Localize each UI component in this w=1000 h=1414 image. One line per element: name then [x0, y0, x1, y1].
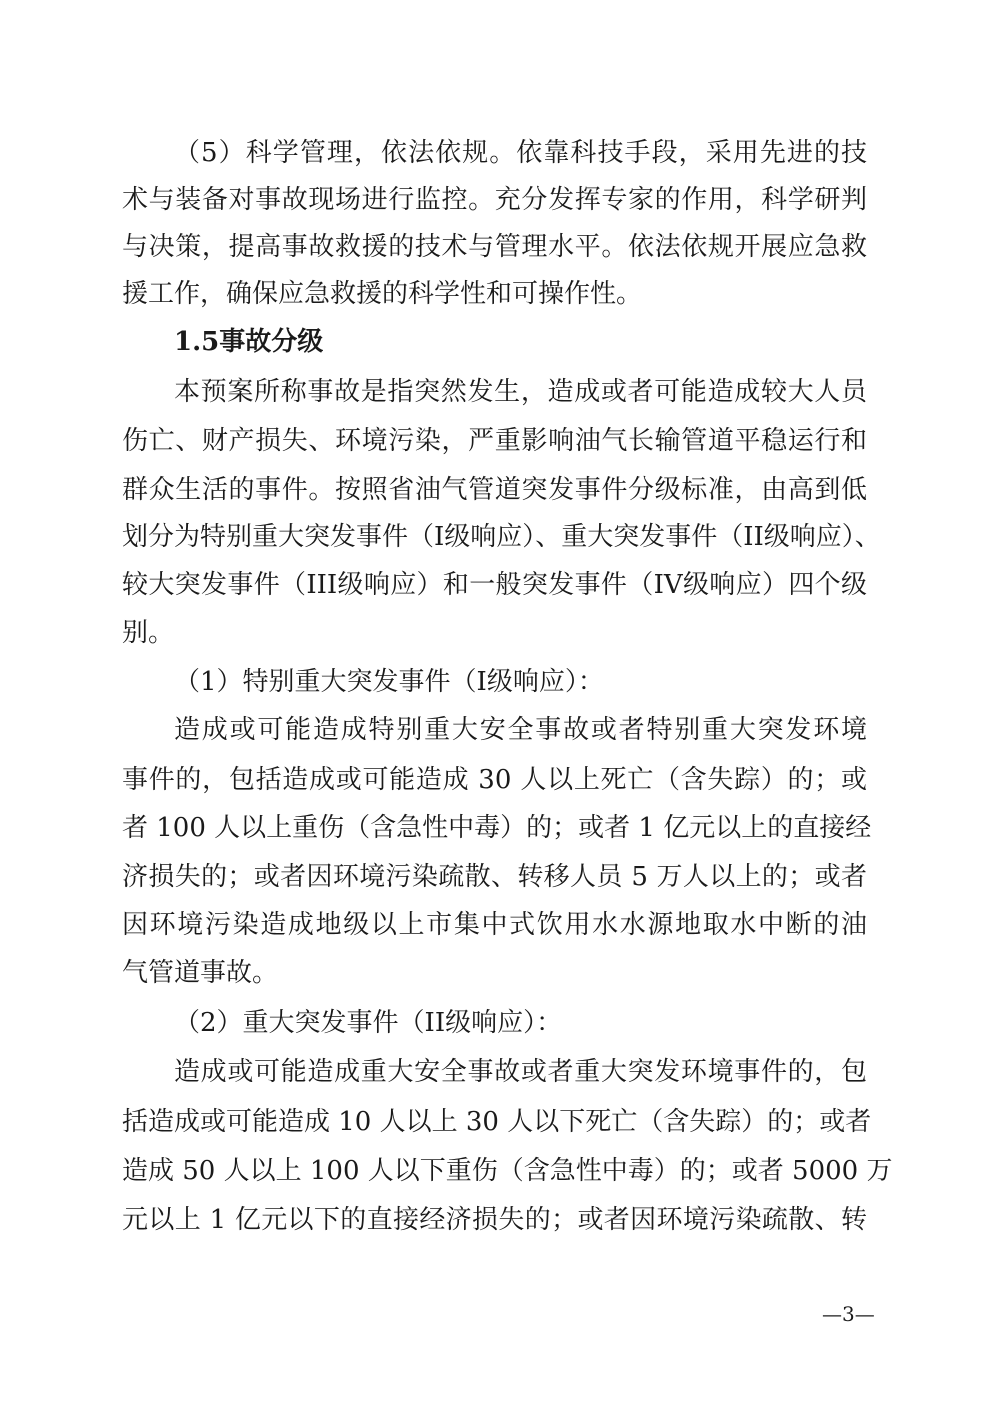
level-1-paragraph-line-3: 者 100 人以上重伤（含急性中毒）的；或者 1 亿元以上的直接经 — [122, 813, 872, 843]
intro-paragraph-line-1: 本预案所称事故是指突然发生，造成或者可能造成较大人员 — [174, 377, 867, 407]
intro-paragraph-line-5: 较大突发事件（III级响应）和一般突发事件（IV级响应）四个级 — [122, 570, 867, 600]
paragraph-5-line-2: 术与装备对事故现场进行监控。充分发挥专家的作用，科学研判 — [122, 185, 867, 215]
paragraph-5-line-4: 援工作，确保应急救援的科学性和可操作性。 — [122, 279, 643, 309]
level-2-paragraph-line-2: 括造成或可能造成 10 人以上 30 人以下死亡（含失踪）的；或者 — [122, 1107, 872, 1137]
level-2-paragraph-line-1: 造成或可能造成重大安全事故或者重大突发环境事件的，包 — [174, 1057, 867, 1087]
subheading-level-1: （1）特别重大突发事件（I级响应）： — [174, 667, 604, 697]
level-1-paragraph-line-5: 因环境污染造成地级以上市集中式饮用水水源地取水中断的油 — [122, 910, 867, 940]
level-1-paragraph-line-6: 气管道事故。 — [122, 958, 279, 988]
intro-paragraph-line-6: 别。 — [122, 618, 175, 648]
intro-paragraph-line-2: 伤亡、财产损失、环境污染，严重影响油气长输管道平稳运行和 — [122, 426, 867, 456]
subheading-level-2: （2）重大突发事件（II级响应）： — [174, 1008, 563, 1038]
level-1-paragraph-line-4: 济损失的；或者因环境污染疏散、转移人员 5 万人以上的；或者 — [122, 862, 867, 892]
intro-paragraph-line-4: 划分为特别重大突发事件（I级响应）、重大突发事件（II级响应）、 — [122, 522, 881, 552]
intro-paragraph-line-3: 群众生活的事件。按照省油气管道突发事件分级标准，由高到低 — [122, 475, 867, 505]
page-number: —3— — [822, 1302, 875, 1326]
level-1-paragraph-line-1: 造成或可能造成特别重大安全事故或者特别重大突发环境 — [174, 715, 867, 745]
section-heading: 1.5事故分级 — [174, 327, 324, 357]
paragraph-5-line-3: 与决策，提高事故救援的技术与管理水平。依法依规开展应急救 — [122, 232, 867, 262]
level-2-paragraph-line-3: 造成 50 人以上 100 人以下重伤（含急性中毒）的；或者 5000 万 — [122, 1156, 893, 1186]
paragraph-5-line-1: （5）科学管理，依法依规。依靠科技手段，采用先进的技 — [174, 138, 867, 168]
level-1-paragraph-line-2: 事件的，包括造成或可能造成 30 人以上死亡（含失踪）的；或 — [122, 765, 867, 795]
level-2-paragraph-line-4: 元以上 1 亿元以下的直接经济损失的；或者因环境污染疏散、转 — [122, 1205, 867, 1235]
